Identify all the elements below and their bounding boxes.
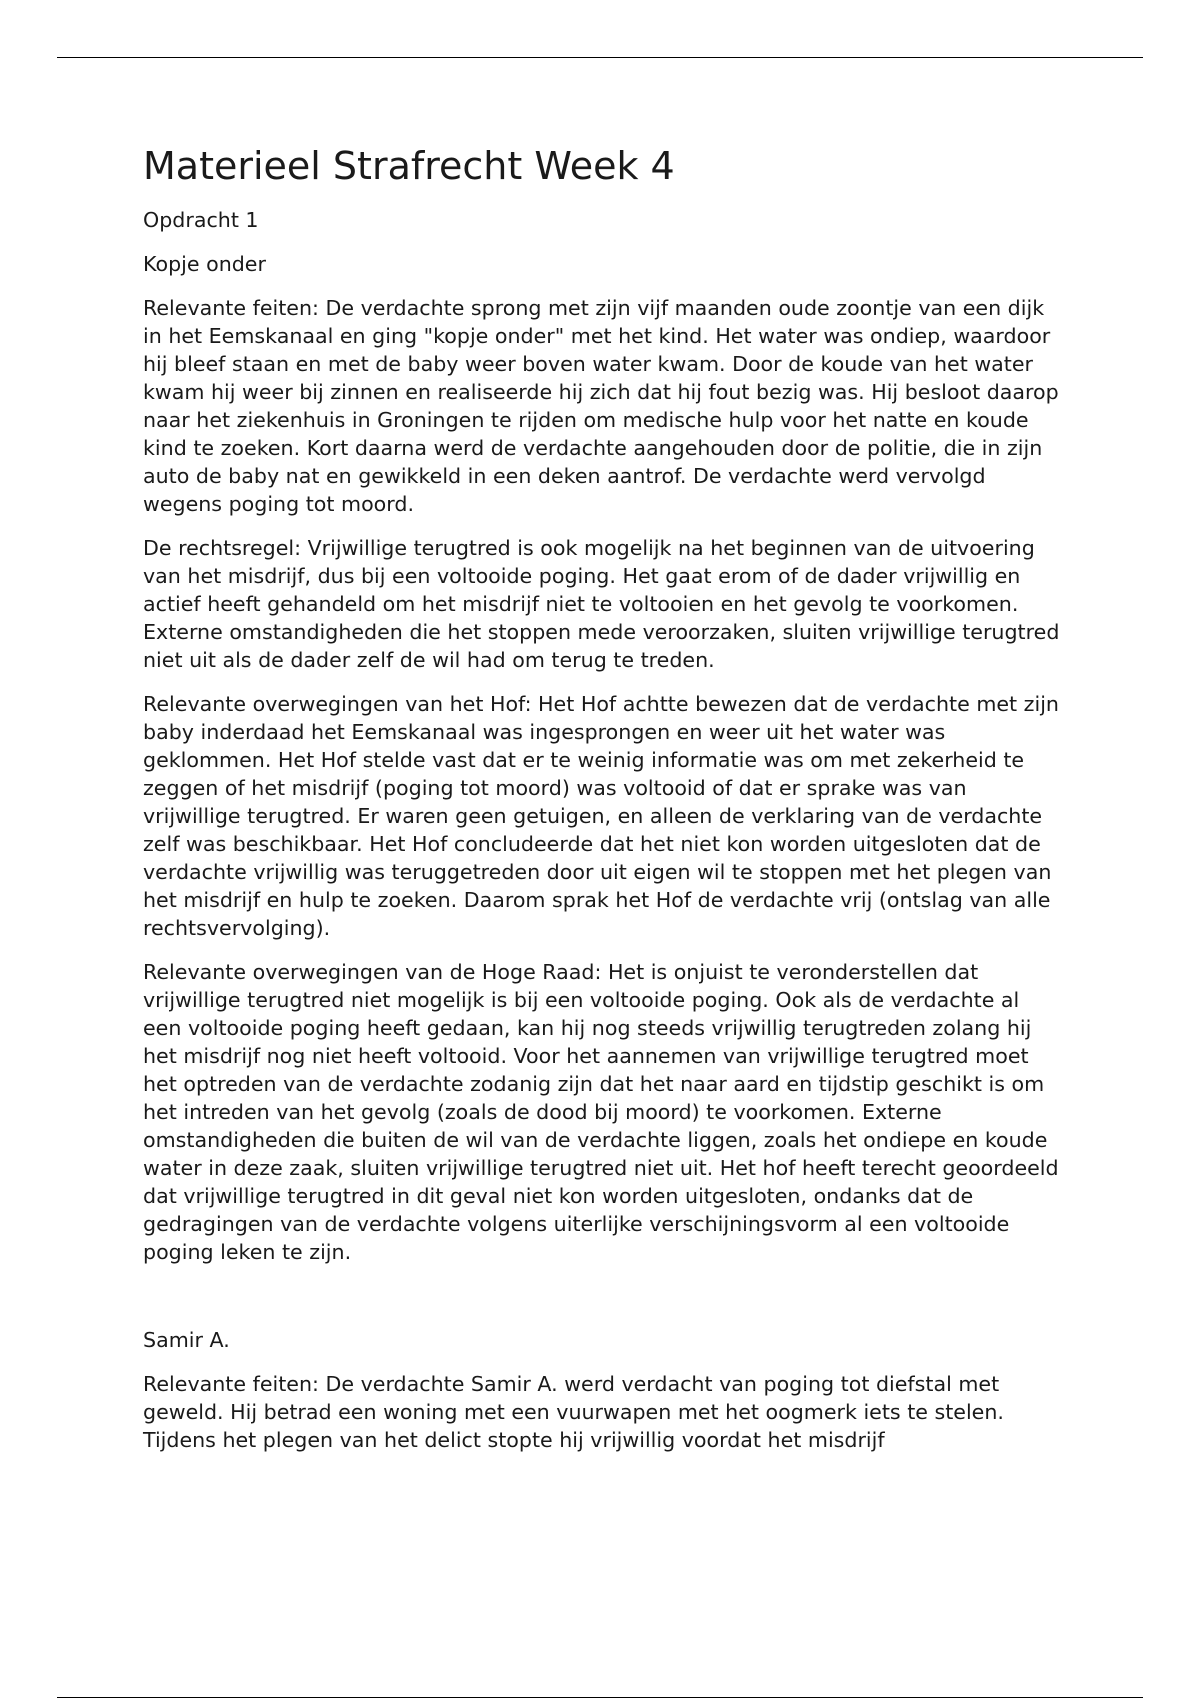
case1-court-paragraph: Relevante overwegingen van het Hof: Het Hof achtte bewezen dat de verdachte met zijn baby inderdaad het Eemskanaal was ingesprongen en weer uit het water was geklommen. Het Hof stelde vast dat er te weinig informatie was om met zekerheid te zeggen of het misdrijf (poging tot moord) was voltooid of dat er sprake was van vrijwillige terugtred. Er waren geen getuigen, en alleen de verklaring van de verdachte zelf was beschikbaar. Het Hof concludeerde dat het niet kon worden uitgesloten dat de verdachte vrijwillig was teruggetreden door uit eigen wil te stoppen met het plegen van het misdrijf en hulp te zoeken. Daarom sprak het Hof de verdachte vrij (ontslag van alle rechtsvervolging). bbox=[143, 692, 1059, 940]
case2-facts-paragraph: Relevante feiten: De verdachte Samir A. werd verdacht van poging tot diefstal met geweld. Hij betrad een woning met een vuurwapen met het oogmerk iets te stelen. Tijdens het plegen van het delict stopte hij vrijwillig voordat het misdrijf bbox=[143, 1372, 1004, 1452]
case1-rule-paragraph: De rechtsregel: Vrijwillige terugtred is ook mogelijk na het beginnen van de uitvoering van het misdrijf, dus bij een voltooide poging. Het gaat erom of de dader vrijwillig en actief heeft gehandeld om het misdrijf niet te voltooien en het gevolg te voorkomen. Externe omstandigheden die het stoppen mede veroorzaken, sluiten vrijwillige terugtred niet uit als de dader zelf de wil had om terug te treden. bbox=[143, 536, 1060, 672]
assignment-label: Opdracht 1 bbox=[143, 208, 259, 232]
case-heading-samir: Samir A. bbox=[143, 1328, 230, 1352]
section-spacer bbox=[143, 1282, 1063, 1326]
top-rule bbox=[57, 57, 1143, 58]
document-body bbox=[143, 138, 1063, 1470]
bottom-rule bbox=[57, 1697, 1143, 1698]
case1-facts-paragraph: Relevante feiten: De verdachte sprong met zijn vijf maanden oude zoontje van een dijk in het Eemskanaal en ging "kopje onder" met het kind. Het water was ondiep, waardoor hij bleef staan en met de baby weer boven water kwam. Door de koude van het water kwam hij weer bij zinnen en realiseerde hij zich dat hij fout bezig was. Hij besloot daarop naar het ziekenhuis in Groningen te rijden om medische hulp voor het natte en koude kind te zoeken. Kort daarna werd de verdachte aangehouden door de politie, die in zijn auto de baby nat en gewikkeld in een deken aantrof. De verdachte werd vervolgd wegens poging tot moord. bbox=[143, 296, 1059, 516]
case-heading-kopje-onder: Kopje onder bbox=[143, 252, 266, 276]
document-title: Materieel Strafrecht Week 4 bbox=[143, 144, 675, 188]
case1-supreme-court-paragraph: Relevante overwegingen van de Hoge Raad: Het is onjuist te veronderstellen dat vrijwillige terugtred niet mogelijk is bij een voltooide poging. Ook als de verdachte al een voltooide poging heeft gedaan, kan hij nog steeds vrijwillig terugtreden zolang hij het misdrijf nog niet heeft voltooid. Voor het aannemen van vrijwillige terugtred moet het optreden van de verdachte zodanig zijn dat het naar aard en tijdstip geschikt is om het intreden van het gevolg (zoals de dood bij moord) te voorkomen. Externe omstandigheden die buiten de wil van de verdachte liggen, zoals het ondiepe en koude water in deze zaak, sluiten vrijwillige terugtred niet uit. Het hof heeft terecht geoordeeld dat vrijwillige terugtred in dit geval niet kon worden uitgesloten, ondanks dat de gedragingen van de verdachte volgens uiterlijke verschijningsvorm al een voltooide poging leken te zijn. bbox=[143, 960, 1059, 1264]
